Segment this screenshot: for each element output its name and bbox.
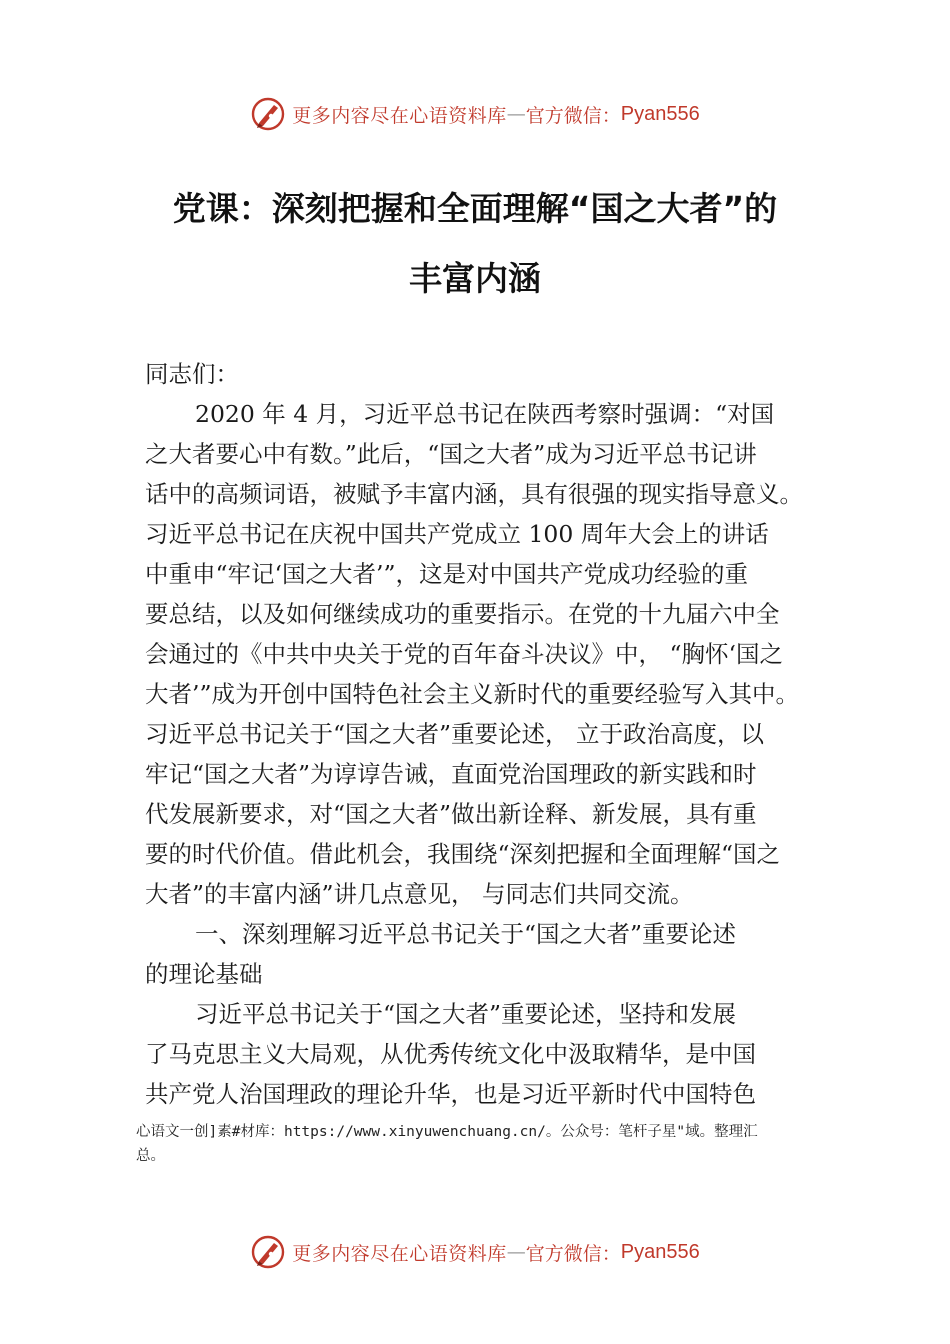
banner-wechat-label: 官方微信： <box>525 104 621 127</box>
banner-wechat-label: 官方微信： <box>525 1242 621 1265</box>
paragraph-line: 了马克思主义大局观，从优秀传统文化中汲取精华，是中国 <box>145 1040 756 1068</box>
document-title-line-2: 丰富内涵 <box>409 259 541 298</box>
paragraph-line: 会通过的《中共中央关于党的百年奋斗决议》中， “胸怀‘国之 <box>145 640 783 668</box>
document-body <box>145 354 835 1114</box>
footer-banner <box>0 1232 950 1272</box>
paragraph-line: 大者”的丰富内涵”讲几点意见， 与同志们共同交流。 <box>145 880 694 908</box>
banner-separator: — <box>506 1241 526 1263</box>
section-heading-cont: 的理论基础 <box>145 960 263 988</box>
paragraph-line: 习近平总书记在庆祝中国共产党成立 100 周年大会上的讲话 <box>145 520 769 548</box>
paragraph-line: 之大者要心中有数。”此后，“国之大者”成为习近平总书记讲 <box>145 440 757 468</box>
banner-text: 更多内容尽在心语资料库 <box>292 104 507 127</box>
document-title-line-1: 党课：深刻把握和全面理解“国之大者”的 <box>172 189 778 228</box>
paragraph-line: 大者’”成为开创中国特色社会主义新时代的重要经验写入其中。 <box>145 680 799 708</box>
paragraph-line: 要总结，以及如何继续成功的重要指示。在党的十九届六中全 <box>145 600 780 628</box>
pen-logo-icon <box>250 96 286 132</box>
footnote <box>136 1120 836 1168</box>
paragraph-line: 习近平总书记关于“国之大者”重要论述，坚持和发展 <box>195 1000 737 1028</box>
footnote-line-2: 总。 <box>136 1148 165 1164</box>
banner-text: 更多内容尽在心语资料库 <box>292 1242 507 1265</box>
footnote-line-1: 心语文一创]素#材库：https://www.xinyuwenchuang.cn/。公众号：笔杆子星"域。整理汇 <box>136 1124 758 1140</box>
banner-wechat-id: Pyan556 <box>620 102 700 125</box>
salutation: 同志们： <box>145 360 239 388</box>
section-heading: 一、深刻理解习近平总书记关于“国之大者”重要论述 <box>195 920 737 948</box>
paragraph-line: 牢记“国之大者”为谆谆告诫，直面党治国理政的新实践和时 <box>145 760 757 788</box>
paragraph-line: 话中的高频词语，被赋予丰富内涵，具有很强的现实指导意义。 <box>145 480 803 508</box>
paragraph-line: 中重申“牢记‘国之大者’”，这是对中国共产党成功经验的重 <box>145 560 748 588</box>
pen-logo-icon <box>250 1234 286 1270</box>
paragraph-line: 代发展新要求，对“国之大者”做出新诠释、新发展，具有重 <box>145 800 757 828</box>
header-banner <box>0 94 950 134</box>
paragraph-line: 共产党人治国理政的理论升华，也是习近平新时代中国特色 <box>145 1080 756 1108</box>
banner-wechat-id: Pyan556 <box>620 1240 700 1263</box>
banner-separator: — <box>506 103 526 125</box>
paragraph-line: 习近平总书记关于“国之大者”重要论述， 立于政治高度，以 <box>145 720 764 748</box>
paragraph-line: 2020 年 4 月，习近平总书记在陕西考察时强调：“对国 <box>195 400 775 428</box>
paragraph-line: 要的时代价值。借此机会，我围绕“深刻把握和全面理解“国之 <box>145 840 781 868</box>
